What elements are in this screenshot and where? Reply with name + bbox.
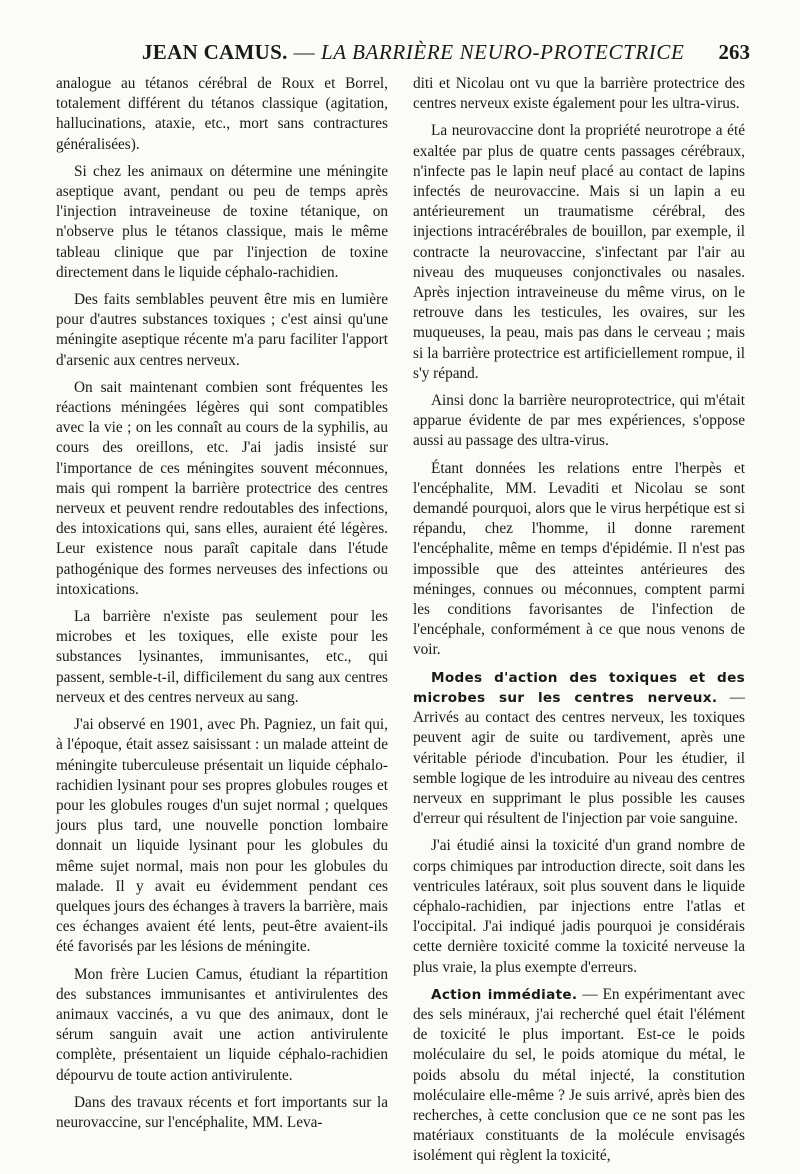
paragraph: Des faits semblables peuvent être mis en lumière pour d'autres substances toxiques ; c'est ainsi qu'une méningite aseptique récente m'a paru faciliter l'apport d'arsenic aux centres nerveux. [56,291,388,369]
paragraph-text: La neurovaccine dont la propriété neurotrope a été exaltée par plus de quatre cents passages cérébraux, n'infecte pas le lapin neuf placé au contact de lapins infectés de neurovaccine. Mais si un lapin a eu antérieurement un traumatisme cérébral, des injections intracérébrales de bouillon, par exemple, il contracte la neurovaccine, s'infectant par l'air au niveau des muqueuses conjonctivales ou nasales. Après injection intraveineuse du même virus, on le retrouve dans les testicules, les ovaires, sur les muqueuses, la peau, mais pas dans le cerveau ; mais si la barrière protectrice est artificiellement rompue, il s'y répand. [413,122,745,382]
paragraph-text: diti et Nicolau ont vu que la barrière protectrice des centres nerveux existe également pour les ultra-virus. [413,75,745,113]
section-heading: Modes d'action des toxiques et des microbes sur les centres nerveux. [413,669,745,706]
header-author: JEAN CAMUS. [142,40,288,64]
paragraph: Dans des travaux récents et fort importants sur la neurovaccine, sur l'encéphalite, MM. Leva- [56,1093,388,1131]
paragraph-text: Étant données les relations entre l'herpès et l'encéphalite, MM. Levaditi et Nicolau se sont demandé pourquoi, alors que le virus herpétique est si répandu, chez l'homme, il donne rarement l'encéphalite, même en temps d'épidémie. Il n'est pas impossible que des atteintes antérieures des méninges, connues ou méconnues, comptent parmi les conditions favorisantes de l'infection de l'encéphale, conformément à ce que nous venons de voir. [413,459,745,659]
paragraph [413,74,745,114]
paragraph-text: — Arrivés au contact des centres nerveux, les toxiques peuvent agir de suite ou tardivement, après une véritable période d'incubation. Pour les étudier, il semble logique de les introduire au niveau des centres nerveux en supprimant le plus possible les causes d'erreur qui résultent de l'injection par voie sanguine. [413,688,746,828]
paragraph: On sait maintenant combien sont fréquentes les réactions méningées légères qui sont compatibles avec la vie ; on les connaît au cours de la syphilis, au cours des oreillons, etc. J'ai jadis insisté sur l'importance de ces méningites souvent méconnues, mais qui rompent la barrière protectrice des centres nerveux et peuvent rendre redoutables des infections, des intoxications qui, sans elles, auraient été légères. Leur existence nous paraît capitale dans l'étude pathogénique des formes nerveuses des infections ou intoxications. [56,378,388,598]
paragraph-text: Ainsi donc la barrière neuroprotectrice, qui m'était apparue évidente de par mes expériences, s'oppose aussi au passage des ultra-virus. [413,392,745,450]
page-number: 263 [718,40,750,64]
paragraph [413,459,745,661]
paragraph: analogue au tétanos cérébral de Roux et Borrel, totalement différent du tétanos classique (agitation, hallucinations, ataxie, etc., mort sans contractures généralisées). [56,75,388,153]
paragraph: Si chez les animaux on détermine une méningite aseptique avant, pendant ou peu de temps après l'injection intraveineuse de toxine tétanique, on n'observe plus le tétanos classique, mais le même tableau clinique que par l'injection de toxine directement dans le liquide céphalo-rachidien. [56,162,388,281]
paragraph: Mon frère Lucien Camus, étudiant la répartition des substances immunisantes et antivirulentes des animaux vaccinés, a vu que des animaux, dont le sérum sanguin avait une action antivirulente complète, présentaient un liquide céphalo-rachidien dépourvu de toute action antivirulente. [56,965,388,1084]
header-title: LA BARRIÈRE NEURO-PROTECTRICE [320,40,685,64]
paragraph: La barrière n'existe pas seulement pour les microbes et les toxiques, elle existe pour les substances lysinantes, immunisantes, etc., qui passent, semble-t-il, difficilement du sang aux centres nerveux et des centres nerveux au sang. [56,608,388,706]
paragraph [413,668,745,830]
header-author-title [142,40,684,65]
paragraph [413,121,745,384]
paragraph [413,391,745,452]
paragraph: J'ai observé en 1901, avec Ph. Pagniez, un fait qui, à l'époque, était assez saisissant : un malade atteint de méningite tuberculeuse présentait un liquide céphalo-rachidien lysinant pour ses propres globules rouges et pour les globules rouges d'un sujet normal ; quelques jours plus tard, une nouvelle ponction lombaire donnait un liquide lysinant pour les globules du même sujet normal, mais non pour les globules du malade. Il y avait eu évidemment pendant ces quelques jours des échanges à travers la barrière, mais ces échanges avaient été lents, peut-être avaient-ils été favorisés par les lésions de méningite. [56,716,388,956]
right-column [413,74,745,1174]
running-header [60,40,750,70]
header-dash: — [293,40,315,64]
section-heading: Action immédiate. [431,986,578,1003]
paragraph [413,985,745,1167]
left-column [56,74,388,1140]
paragraph [413,836,745,977]
paragraph-text: — En expérimentant avec des sels minéraux, j'ai recherché quel était l'élément de toxicité le plus important. Est-ce le poids moléculaire du sel, le poids atomique du métal, le poids absolu du métal injecté, la constitution moléculaire elle-même ? Je suis arrivé, après bien des recherches, à cette conclusion que ce ne sont pas les matériaux constituants de la molécule envisagés isolément qui règlent la toxicité, [413,985,745,1165]
paragraph-text: J'ai étudié ainsi la toxicité d'un grand nombre de corps chimiques par introduction directe, soit dans les ventricules latéraux, soit plus souvent dans le liquide céphalo-rachidien, par injections entre l'atlas et l'occipital. J'ai indiqué jadis pourquoi je considérais cette dernière toxicité comme la toxicité nerveuse la plus vraie, la plus exempte d'erreurs. [413,837,745,976]
